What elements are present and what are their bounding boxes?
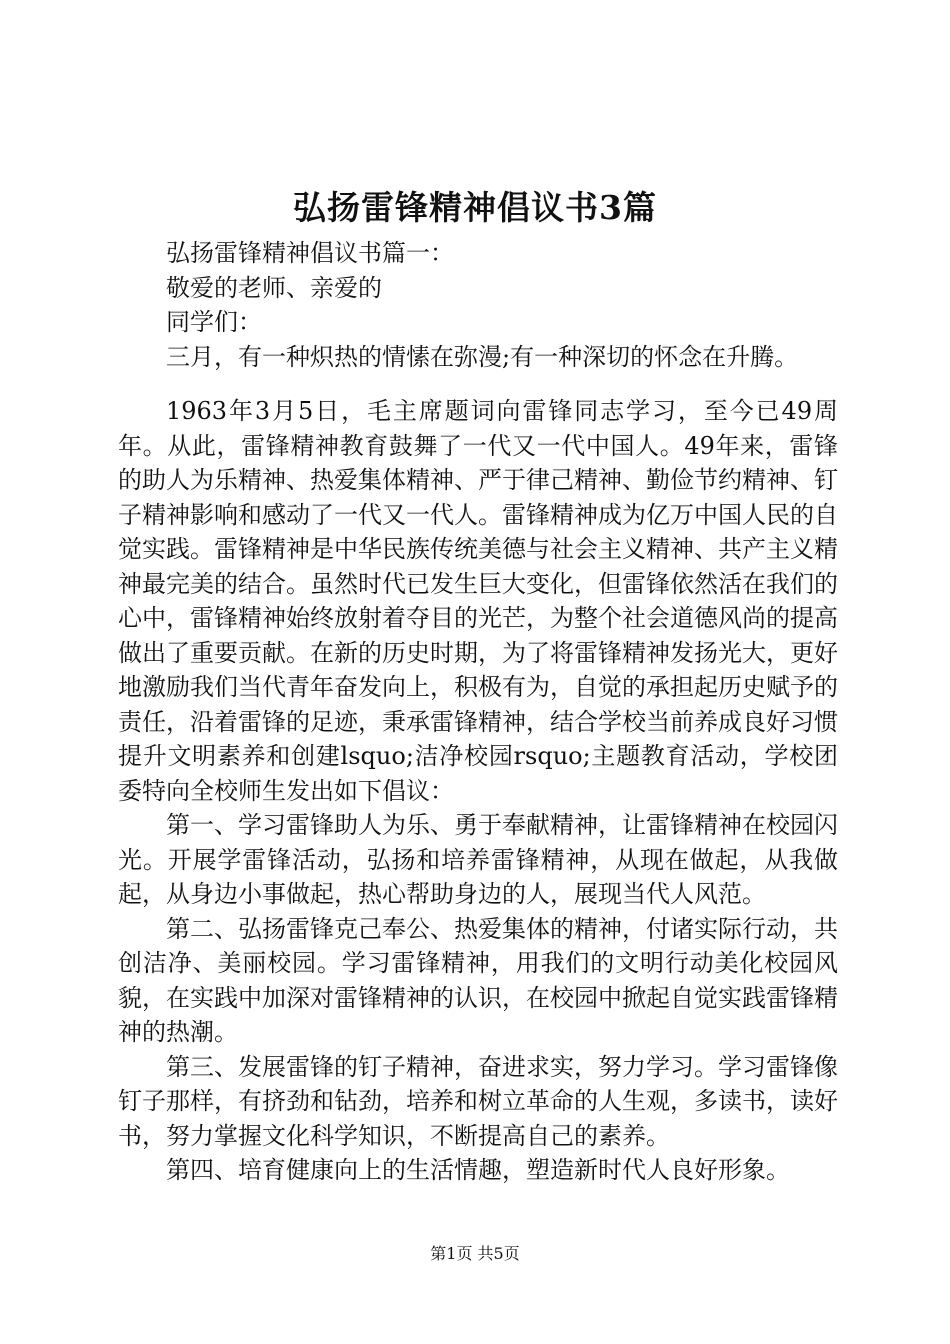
paragraph-salutation-cont: 同学们： xyxy=(166,308,262,336)
paragraph-proposal-4: 第四、培育健康向上的生活情趣，塑造新时代人良好形象。 xyxy=(166,1156,790,1184)
document-title: 弘扬雷锋精神倡议书3篇 xyxy=(293,188,657,227)
paragraph-proposal-1: 第一、学习雷锋助人为乐、勇于奉献精神，让雷锋精神在校园闪光。开展学雷锋活动，弘扬和培养雷锋精神，从现在做起，从我做起，从身边小事做起，热心帮助身边的人，展现当代人风范。 xyxy=(118,811,838,908)
paragraph-heading: 弘扬雷锋精神倡议书篇一： xyxy=(166,239,454,267)
paragraph-main: 1963年3月5日，毛主席题词向雷锋同志学习，至今已49周年。从此，雷锋精神教育鼓舞了一代又一代中国人。49年来，雷锋的助人为乐精神、热爱集体精神、严于律己精神、勤俭节约精神、钉子精神影响和感动了一代又一代人。雷锋精神成为亿万中国人民的自觉实践。雷锋精神是中华民族传统美德与社会主义精神、共产主义精神最完美的结合。虽然时代已发生巨大变化，但雷锋依然活在我们的心中，雷锋精神始终放射着夺目的光芒，为整个社会道德风尚的提高做出了重要贡献。在新的历史时期，为了将雷锋精神发扬光大，更好地激励我们当代青年奋发向上，积极有为，自觉的承担起历史赋予的责任，沿着雷锋的足迹，秉承雷锋精神，结合学校当前养成良好习惯提升文明素养和创建lsquo;洁净校园rsquo;主题教育活动，学校团委特向全校师生发出如下倡议： xyxy=(118,397,838,805)
paragraph-intro: 三月，有一种炽热的情愫在弥漫;有一种深切的怀念在升腾。 xyxy=(166,342,799,371)
paragraph-salutation: 敬爱的老师、亲爱的 xyxy=(166,273,382,302)
paragraph-proposal-2: 第二、弘扬雷锋克己奉公、热爱集体的精神，付诸实际行动，共创洁净、美丽校园。学习雷锋精神，用我们的文明行动美化校园风貌，在实践中加深对雷锋精神的认识，在校园中掀起自觉实践雷锋精神的热潮。 xyxy=(118,914,838,1046)
document-body xyxy=(118,236,838,1188)
paragraph-proposal-3: 第三、发展雷锋的钉子精神，奋进求实，努力学习。学习雷锋像钉子那样，有挤劲和钻劲，培养和树立革命的人生观，多读书，读好书，努力掌握文化科学知识，不断提高自己的素养。 xyxy=(118,1052,838,1150)
page-footer: 第1页 共5页 xyxy=(430,1244,520,1263)
